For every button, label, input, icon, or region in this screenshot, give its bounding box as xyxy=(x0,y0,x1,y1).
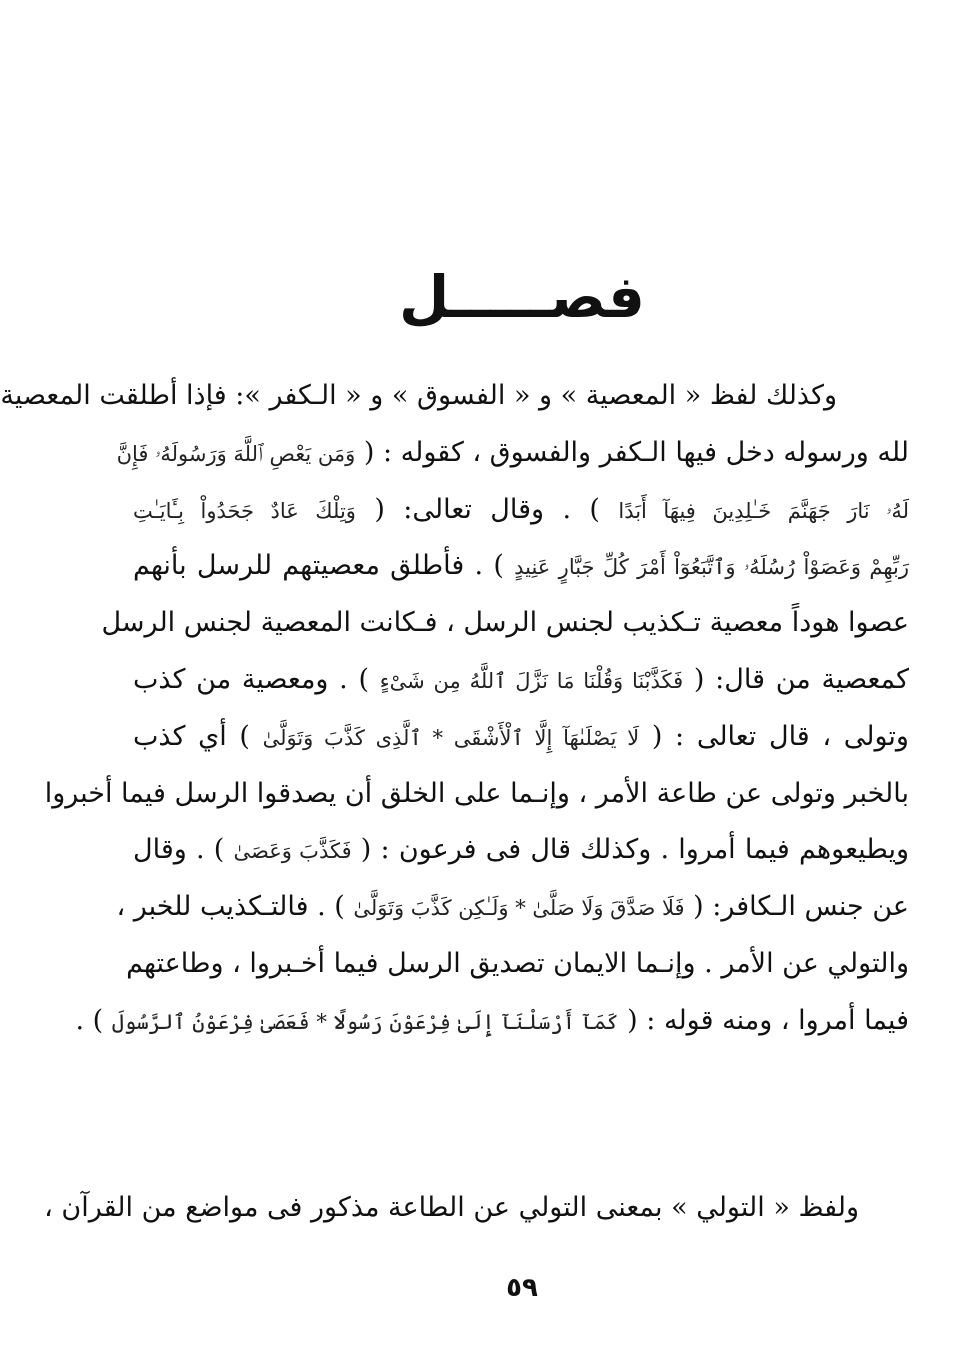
text-segment: ) . ومعصية من كذب xyxy=(133,663,380,695)
paragraph xyxy=(0,368,909,1050)
text-segment: كمعصية من قال: ( xyxy=(683,663,909,695)
text-segment: لله ورسوله دخل فيها الـكفر والفسوق ، كقوله : ( xyxy=(355,436,909,468)
text-line xyxy=(116,425,909,482)
text-segment: ) . فأطلق معصيتهم للرسل بأنهم xyxy=(133,550,515,582)
quran-quote: رَبِّهِمْ وَعَصَوْاْ رُسُلَهُۥ وَٱتَّبَعُوٓاْ أَمْرَ كُلِّ جَبَّارٍ عَنِيدٍ xyxy=(514,555,909,580)
text-line xyxy=(133,709,909,766)
section-heading: فصـــــل xyxy=(398,263,646,331)
text-segment: وتولى ، قال تعالى : ( xyxy=(639,720,909,752)
quran-quote: وَمَن يَعْصِ ٱللَّهَ وَرَسُولَهُۥ فَإِنَّ xyxy=(116,441,356,466)
text-line xyxy=(101,595,909,652)
closing-line: ولفظ « التولي » بمعنى التولي عن الطاعة مذكور فى مواضع من القرآن ، xyxy=(44,1192,859,1223)
text-line xyxy=(133,482,909,539)
text-segment: بالخبر وتولى عن طاعة الأمر ، وإنـما على الخلق أن يصدقوا الرسل فيما أخبروا xyxy=(44,777,909,809)
text-line xyxy=(133,822,909,879)
text-segment: عن جنس الـكافر: ( xyxy=(684,891,909,923)
text-line xyxy=(133,538,909,595)
quran-quote: وَتِلْكَ عَادٌ جَحَدُواْ بِـَٔايَـٰتِ xyxy=(133,498,356,523)
text-segment: عصوا هوداً معصية تـكذيب لجنس الرسل ، فـكانت المعصية لجنس الرسل xyxy=(101,607,909,639)
quran-quote: فَلَا صَدَّقَ وَلَا صَلَّىٰ * وَلَـٰكِن كَذَّبَ وَتَوَلَّىٰ xyxy=(353,896,685,921)
text-segment: ) . فالتـكذيب للخبر ، xyxy=(116,891,354,923)
text-segment: فيما أمروا ، ومنه قوله : ( xyxy=(618,1004,909,1036)
quran-quote: فَكَذَّبْنَا وَقُلْنَا مَا نَزَّلَ ٱللَّهُ مِن شَىْءٍ xyxy=(379,668,684,693)
text-segment: ) . وقال تعالى: ( xyxy=(355,493,619,525)
text-segment: ويطيعوهم فيما أمروا . وكذلك قال فى فرعون : ( xyxy=(351,834,909,866)
text-line xyxy=(126,936,909,993)
text-line xyxy=(44,766,909,823)
quran-quote: لَا يَصْلَىٰهَآ إِلَّا ٱلْأَشْقَى * ٱلَّذِى كَذَّبَ وَتَوَلَّىٰ xyxy=(262,725,640,750)
text-line xyxy=(0,368,909,425)
text-line xyxy=(116,879,909,936)
quran-quote: فَكَذَّبَ وَعَصَىٰ xyxy=(233,839,352,864)
page-number: ٥٩ xyxy=(506,1273,538,1303)
text-line xyxy=(133,652,909,709)
text-line xyxy=(75,993,909,1050)
text-segment: ) . xyxy=(75,1004,112,1036)
quran-quote: كَمَآ أَرْسَلْنَآ إِلَىٰ فِرْعَوْنَ رَسُولًا * فَعَصَىٰ فِرْعَوْنُ ٱلرَّسُولَ xyxy=(111,1009,619,1034)
text-segment: ) أي كذب xyxy=(133,720,263,752)
text-segment: ) . وقال xyxy=(133,834,234,866)
quran-quote: لَهُۥ نَارَ جَهَنَّمَ خَـٰلِدِينَ فِيهَآ أَبَدًا xyxy=(618,498,909,523)
text-segment: والتولي عن الأمر . وإنـما الايمان تصديق الرسل فيما أخـبروا ، وطاعتهم xyxy=(126,947,909,979)
text-segment: وكذلك لفظ « المعصية » و « الفسوق » و « الـكفر »: فإذا أطلقت المعصية xyxy=(0,380,837,411)
